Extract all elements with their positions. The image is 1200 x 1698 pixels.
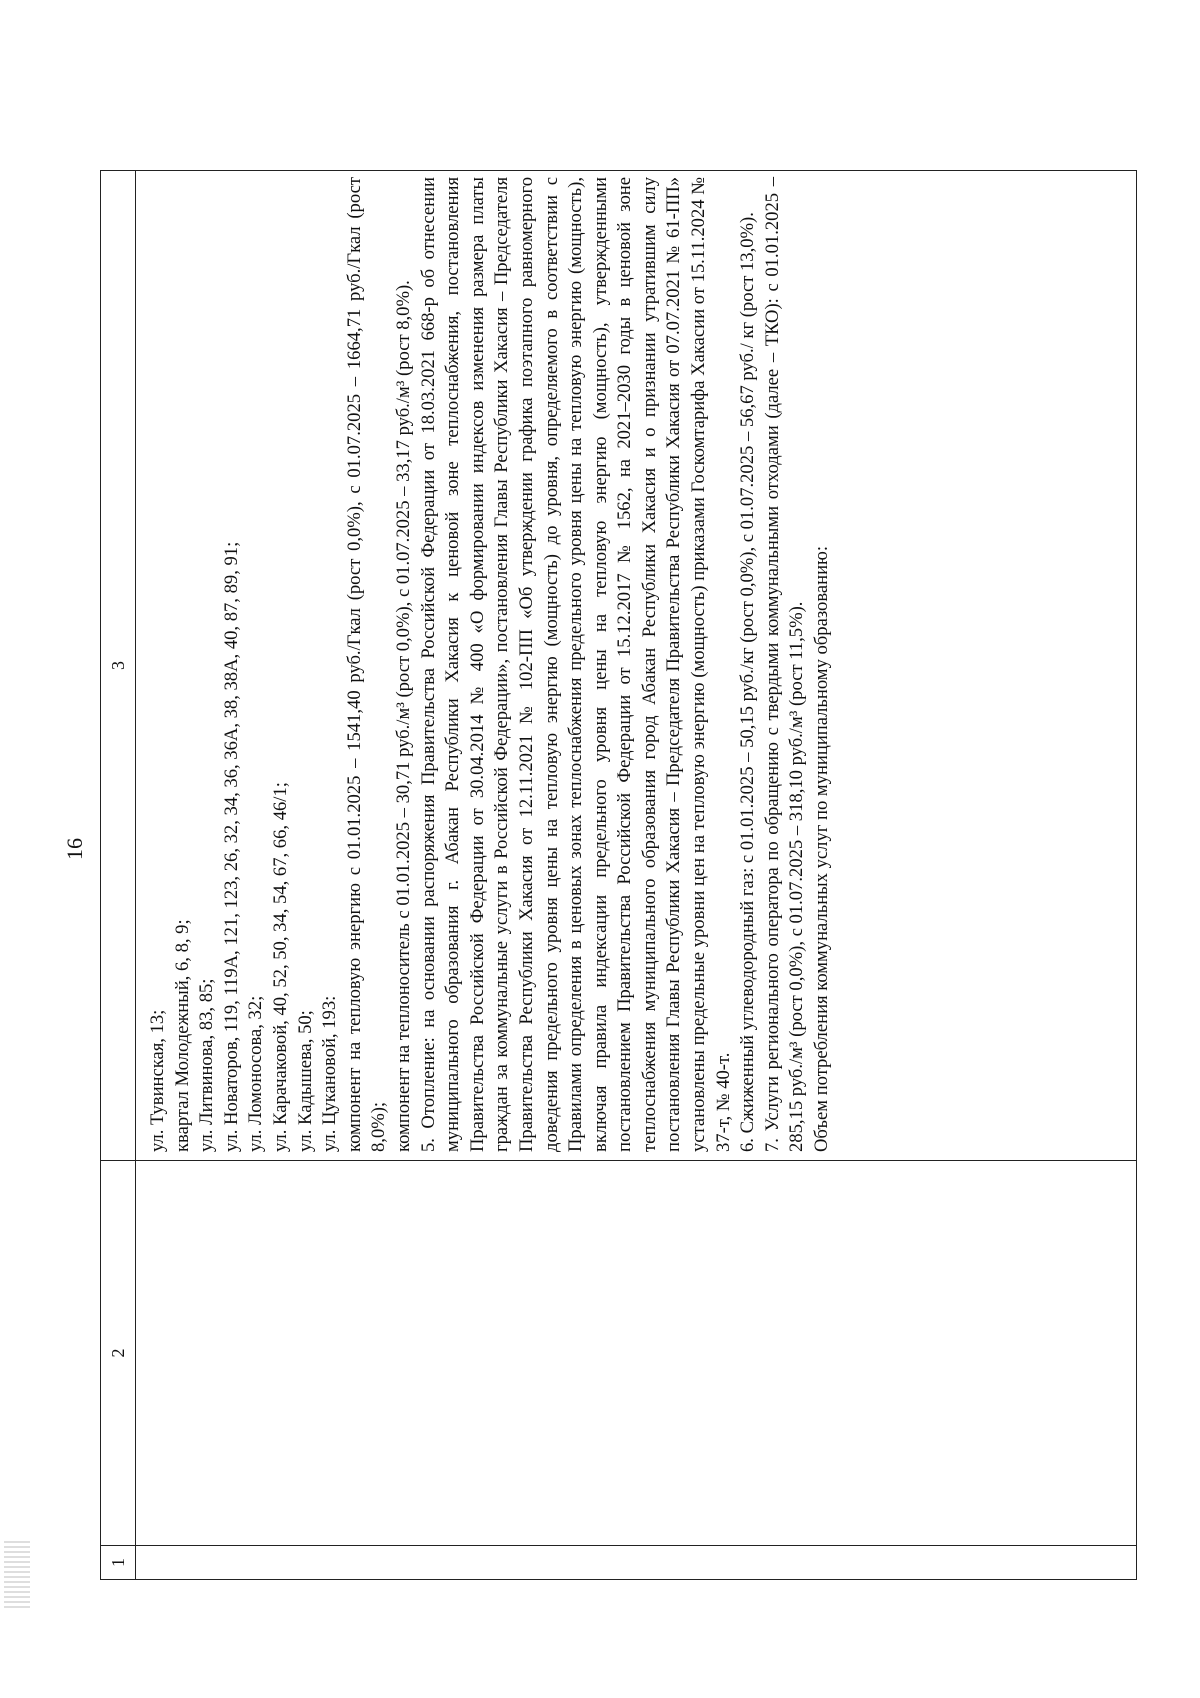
address-line: ул. Кадышева, 50; — [294, 1010, 316, 1152]
heat-carrier-component: компонент на теплоноситель с 01.01.2025 – 30,71 руб./м³ (рост 0,0%), с 01.07.2025 – 33,17 руб./м³ (рост 8,0%). — [392, 280, 414, 1152]
lpg-paragraph: 6. Сжиженный углеводородный газ: с 01.01.2025 – 50,15 руб./кг (рост 0,0%), с 01.07.2025 – 56,67 руб./ кг (рост 13,0%). — [737, 212, 759, 1152]
column-header-2: 2 — [101, 1161, 136, 1546]
cell-col-2 — [136, 1161, 1137, 1546]
consumption-heading: Объем потребления коммунальных услуг по муниципальному образованию: — [811, 545, 833, 1152]
address-line: квартал Молодежный, 6, 8, 9; — [171, 919, 193, 1152]
cell-col-3 — [136, 171, 1137, 1161]
heat-energy-component: компонент на тепловую энергию с 01.01.2025 – 1541,40 руб./Гкал (рост 0,0%), с 01.07.2025 – 1664,71 руб./Гкал (рост 8,0%); — [343, 177, 390, 1152]
address-line: ул. Ломоносова, 32; — [245, 995, 267, 1152]
tariff-table — [100, 170, 1137, 1580]
scan-artifact — [4, 1538, 30, 1608]
page-number: 16 — [62, 838, 87, 860]
address-line: ул. Литвинова, 83, 85; — [196, 978, 218, 1152]
address-line: ул. Новаторов, 119, 119А, 121, 123, 26, 32, 34, 36, 36А, 38, 38А, 40, 87, 89, 91; — [220, 541, 242, 1152]
column-header-1: 1 — [101, 1546, 136, 1580]
address-line: ул. Тувинская, 13; — [147, 1009, 168, 1152]
table-row — [136, 171, 1137, 1580]
heating-paragraph: 5. Отопление: на основании распоряжения Правительства Российской Федерации от 18.03.2021 668-р об отнесении муниципального образования г. Абакан Республики Хакасия к ценовой зоне теплоснабжения, постановления Правительства Российской Федерации от 30.04.2014 № 400 «О формировании индексов изменения размера платы граждан за коммунальные услуги в Российской Федерации», постановления Главы Республики Хакасия – Председателя Правительства Республики Хакасия от 12.11.2021 № 102-ПП «Об утверждении графика поэтапного равномерного доведения предельного уровня цены на тепловую энергию (мощность) до уровня, определяемого в соответствии с Правилами определения в ценовых зонах теплоснабжения предельного уровня цены на тепловую энергию (мощность), включая правила индексации предельного уровня цены на тепловую энергию (мощность), утвержденными постановлением Правительства Российской Федерации от 15.12.2017 № 1562, на 2021–2030 годы в ценовой зоне теплоснабжения муниципального образования город Абакан Республики Хакасия и о признании утратившим силу постановления Главы Республики Хакасия – Председателя Правительства Республики Хакасия от 07.07.2021 № 61-ПП» установлены предельные уровни цен на тепловую энергию (мощность) приказами Госкомтарифа Хакасии от 15.11.2024 № 37-т, № 40-т. — [417, 177, 734, 1152]
address-line: ул. Цукановой, 193: — [319, 995, 341, 1152]
cell-col-1 — [136, 1546, 1137, 1580]
address-line: ул. Карачаковой, 40, 52, 50, 34, 54, 67, 66, 46/1; — [269, 782, 291, 1152]
table-header-row — [101, 171, 136, 1580]
column-header-3: 3 — [101, 171, 136, 1161]
tariff-description — [136, 171, 841, 1160]
waste-paragraph: 7. Услуги регионального оператора по обращению с твердыми коммунальными отходами (далее – ТКО): с 01.01.2025 – 285,15 руб./м³ (рост 0,0%), с 01.07.2025 – 318,10 руб./м³ (рост 11,5%). — [761, 177, 808, 1152]
